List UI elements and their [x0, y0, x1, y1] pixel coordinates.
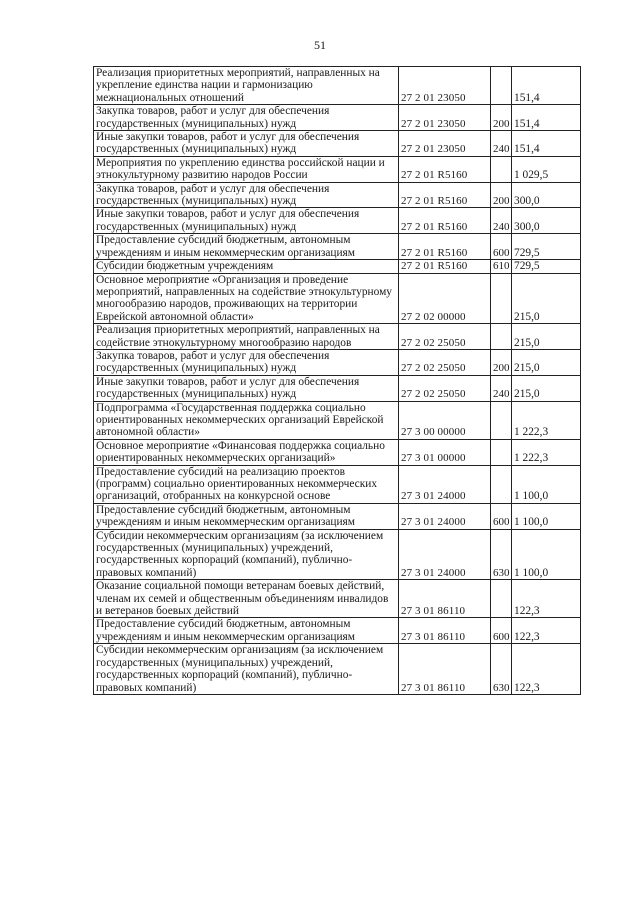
- row-name-cell: Основное мероприятие «Финансовая поддержка социально ориентированных некоммерческих организаций»: [94, 439, 399, 465]
- row-name-cell: Иные закупки товаров, работ и услуг для обеспечения государственных (муниципальных) нужд: [94, 131, 399, 157]
- row-expense-type-cell: 630: [491, 644, 512, 695]
- row-expense-type-cell: 200: [491, 349, 512, 375]
- table-row: [94, 465, 581, 503]
- row-code-cell: 27 2 01 R5160: [399, 260, 491, 273]
- row-name-cell: Предоставление субсидий бюджетным, автономным учреждениям и иным некоммерческим организациям: [94, 618, 399, 644]
- row-expense-type-cell: 600: [491, 503, 512, 529]
- row-code-cell: 27 2 01 23050: [399, 131, 491, 157]
- row-expense-type-cell: 240: [491, 131, 512, 157]
- row-expense-type-cell: 200: [491, 182, 512, 208]
- table-row: [94, 439, 581, 465]
- row-amount-cell: 122,3: [512, 618, 581, 644]
- row-amount-cell: 215,0: [512, 273, 581, 324]
- row-name-cell: Иные закупки товаров, работ и услуг для обеспечения государственных (муниципальных) нужд: [94, 375, 399, 401]
- row-amount-cell: 1 222,3: [512, 401, 581, 439]
- row-name-cell: Предоставление субсидий на реализацию проектов (программ) социально ориентированных некоммерческих организаций, отобранных на конкурсной основе: [94, 465, 399, 503]
- row-amount-cell: 151,4: [512, 131, 581, 157]
- row-code-cell: 27 2 01 R5160: [399, 156, 491, 182]
- table-row: [94, 131, 581, 157]
- row-expense-type-cell: 240: [491, 375, 512, 401]
- table-row: [94, 401, 581, 439]
- row-name-cell: Субсидии некоммерческим организациям (за исключением государственных (муниципальных) учреждений, государственных корпораций (компаний), публично-правовых компаний): [94, 529, 399, 580]
- row-amount-cell: 151,4: [512, 105, 581, 131]
- row-code-cell: 27 2 01 R5160: [399, 234, 491, 260]
- row-amount-cell: 215,0: [512, 324, 581, 350]
- row-expense-type-cell: 240: [491, 208, 512, 234]
- row-code-cell: 27 3 01 86110: [399, 644, 491, 695]
- row-amount-cell: 300,0: [512, 208, 581, 234]
- row-code-cell: 27 3 00 00000: [399, 401, 491, 439]
- table-row: [94, 618, 581, 644]
- row-amount-cell: 215,0: [512, 375, 581, 401]
- row-name-cell: Оказание социальной помощи ветеранам боевых действий, членам их семей и общественным объединениям инвалидов и ветеранов боевых действий: [94, 580, 399, 618]
- row-code-cell: 27 2 02 00000: [399, 273, 491, 324]
- row-code-cell: 27 3 01 24000: [399, 465, 491, 503]
- row-name-cell: Предоставление субсидий бюджетным, автономным учреждениям и иным некоммерческим организациям: [94, 234, 399, 260]
- row-amount-cell: 300,0: [512, 182, 581, 208]
- row-amount-cell: 1 029,5: [512, 156, 581, 182]
- row-amount-cell: 122,3: [512, 644, 581, 695]
- row-expense-type-cell: 200: [491, 105, 512, 131]
- row-name-cell: Закупка товаров, работ и услуг для обеспечения государственных (муниципальных) нужд: [94, 105, 399, 131]
- table-row: [94, 375, 581, 401]
- row-name-cell: Подпрограмма «Государственная поддержка социально ориентированных некоммерческих организаций Еврейской автономной области»: [94, 401, 399, 439]
- table-body: [94, 67, 581, 695]
- row-expense-type-cell: [491, 67, 512, 105]
- row-code-cell: 27 3 01 00000: [399, 439, 491, 465]
- row-amount-cell: 122,3: [512, 580, 581, 618]
- row-expense-type-cell: 600: [491, 234, 512, 260]
- table-row: [94, 529, 581, 580]
- row-code-cell: 27 3 01 86110: [399, 618, 491, 644]
- row-expense-type-cell: 600: [491, 618, 512, 644]
- row-expense-type-cell: [491, 439, 512, 465]
- row-code-cell: 27 2 02 25050: [399, 375, 491, 401]
- table-row: [94, 349, 581, 375]
- row-expense-type-cell: [491, 401, 512, 439]
- row-amount-cell: 729,5: [512, 234, 581, 260]
- budget-table: [93, 66, 581, 695]
- table-row: [94, 105, 581, 131]
- row-code-cell: 27 3 01 24000: [399, 529, 491, 580]
- row-code-cell: 27 2 01 R5160: [399, 182, 491, 208]
- row-code-cell: 27 2 01 23050: [399, 105, 491, 131]
- row-name-cell: Предоставление субсидий бюджетным, автономным учреждениям и иным некоммерческим организациям: [94, 503, 399, 529]
- row-amount-cell: 1 100,0: [512, 465, 581, 503]
- table-row: [94, 324, 581, 350]
- row-name-cell: Реализация приоритетных мероприятий, направленных на укрепление единства нации и гармонизацию межнациональных отношений: [94, 67, 399, 105]
- table-row: [94, 182, 581, 208]
- table-row: [94, 503, 581, 529]
- row-expense-type-cell: [491, 465, 512, 503]
- table-row: [94, 156, 581, 182]
- row-name-cell: Закупка товаров, работ и услуг для обеспечения государственных (муниципальных) нужд: [94, 349, 399, 375]
- row-expense-type-cell: 610: [491, 260, 512, 273]
- row-amount-cell: 729,5: [512, 260, 581, 273]
- row-expense-type-cell: 630: [491, 529, 512, 580]
- row-expense-type-cell: [491, 324, 512, 350]
- row-code-cell: 27 2 02 25050: [399, 349, 491, 375]
- table-row: [94, 67, 581, 105]
- table-row: [94, 580, 581, 618]
- row-name-cell: Иные закупки товаров, работ и услуг для обеспечения государственных (муниципальных) нужд: [94, 208, 399, 234]
- row-name-cell: Закупка товаров, работ и услуг для обеспечения государственных (муниципальных) нужд: [94, 182, 399, 208]
- row-code-cell: 27 2 01 23050: [399, 67, 491, 105]
- row-amount-cell: 151,4: [512, 67, 581, 105]
- table-row: [94, 208, 581, 234]
- row-name-cell: Основное мероприятие «Организация и проведение мероприятий, направленных на содействие этнокультурному многообразию народов, проживающих на территории Еврейской автономной области»: [94, 273, 399, 324]
- row-name-cell: Мероприятия по укреплению единства российской нации и этнокультурному развитию народов России: [94, 156, 399, 182]
- row-name-cell: Субсидии некоммерческим организациям (за исключением государственных (муниципальных) учреждений, государственных корпораций (компаний), публично-правовых компаний): [94, 644, 399, 695]
- row-amount-cell: 1 100,0: [512, 529, 581, 580]
- table-row: [94, 260, 581, 273]
- row-code-cell: 27 3 01 24000: [399, 503, 491, 529]
- page-number: 51: [314, 38, 326, 52]
- row-expense-type-cell: [491, 273, 512, 324]
- row-code-cell: 27 3 01 86110: [399, 580, 491, 618]
- row-amount-cell: 215,0: [512, 349, 581, 375]
- row-name-cell: Реализация приоритетных мероприятий, направленных на содействие этнокультурному многообразию народов: [94, 324, 399, 350]
- table-row: [94, 273, 581, 324]
- row-expense-type-cell: [491, 580, 512, 618]
- table-row: [94, 234, 581, 260]
- row-amount-cell: 1 222,3: [512, 439, 581, 465]
- row-code-cell: 27 2 01 R5160: [399, 208, 491, 234]
- row-expense-type-cell: [491, 156, 512, 182]
- row-name-cell: Субсидии бюджетным учреждениям: [94, 260, 399, 273]
- row-code-cell: 27 2 02 25050: [399, 324, 491, 350]
- table-row: [94, 644, 581, 695]
- row-amount-cell: 1 100,0: [512, 503, 581, 529]
